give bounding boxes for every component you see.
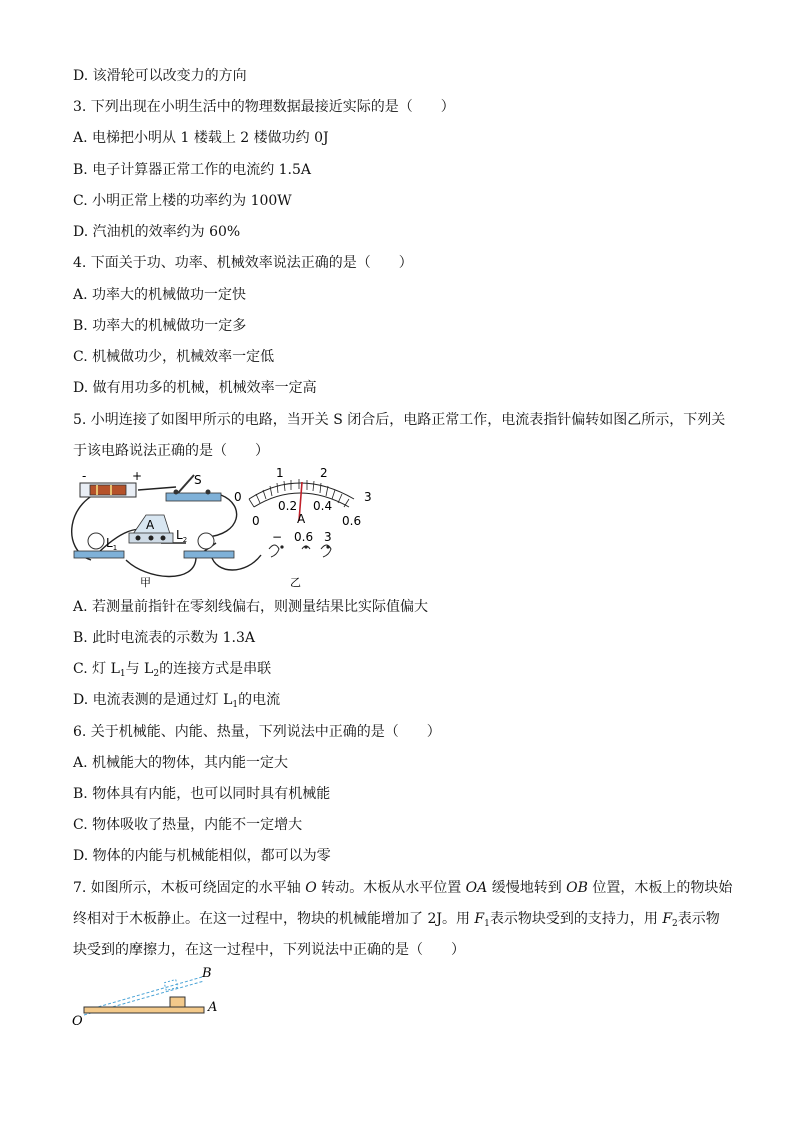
question-3: 3. 下列出现在小明生活中的物理数据最接近实际的是（ ） <box>73 99 455 115</box>
battery-minus-label: - <box>82 469 87 483</box>
terminal-06: 0.6 <box>294 530 314 544</box>
label-O: O <box>72 1014 83 1029</box>
question-7-line2: 终相对于木板静止。在这一过程中，物块的机械能增加了 2J。用 $F_1$表示物块受到的支持力，用 $F_2$表示物 <box>73 911 720 929</box>
q5-option-d: D. 电流表测的是通过灯 $L_1$的电流 <box>73 692 281 710</box>
scale-top-3: 3 <box>364 490 372 504</box>
scale-top-1: 1 <box>276 466 284 480</box>
q6-option-a: A. 机械能大的物体，其内能一定大 <box>73 755 289 771</box>
q6-option-b: B. 物体具有内能，也可以同时具有机械能 <box>73 786 331 802</box>
question-5-line1: 5. 小明连接了如图甲所示的电路，当开关 S 闭合后，电路正常工作，电流表指针偏转如图乙所示，下列关 <box>73 412 726 428</box>
meter-unit-label: A <box>297 512 306 526</box>
label-A: A <box>208 1000 218 1015</box>
question-5-line2: 于该电路说法正确的是（ ） <box>73 443 269 459</box>
q3-option-a: A. 电梯把小明从 1 楼载上 2 楼做功约 0J <box>73 130 329 146</box>
terminal-3: 3 <box>324 530 332 544</box>
option-d-pulley: D. 该滑轮可以改变力的方向 <box>73 68 247 84</box>
q3-option-d: D. 汽油机的效率约为 60% <box>73 224 241 240</box>
scale-top-2: 2 <box>320 466 328 480</box>
battery-plus-label: + <box>132 469 143 483</box>
meter-caption: 乙 <box>290 576 301 589</box>
q4-option-d: D. 做有用功多的机械，机械效率一定高 <box>73 380 317 396</box>
ammeter-device-label: A <box>146 518 155 532</box>
switch-label: S <box>194 473 202 487</box>
q5-option-a: A. 若测量前指针在零刻线偏右，则测量结果比实际值偏大 <box>73 599 429 615</box>
question-6: 6. 关于机械能、内能、热量，下列说法中正确的是（ ） <box>73 724 441 740</box>
scale-bottom-1: 0.2 <box>278 499 298 513</box>
scale-bottom-0: 0 <box>252 514 260 528</box>
scale-bottom-2: 0.4 <box>313 499 333 513</box>
q4-option-b: B. 功率大的机械做功一定多 <box>73 318 247 334</box>
figure-5 <box>66 465 386 590</box>
q6-option-d: D. 物体的内能与机械能相似，都可以为零 <box>73 848 331 864</box>
q5-option-b: B. 此时电流表的示数为 1.3A <box>73 630 256 646</box>
figure-7 <box>70 963 230 1031</box>
q4-option-a: A. 功率大的机械做功一定快 <box>73 287 247 303</box>
question-7-line1: 7. 如图所示，木板可绕固定的水平轴 O 转动。木板从水平位置 OA 缓慢地转到 OB 位置，木板上的物块始 <box>73 880 733 896</box>
question-7-line3: 块受到的摩擦力，在这一过程中，下列说法中正确的是（ ） <box>73 942 465 958</box>
question-4: 4. 下面关于功、功率、机械效率说法正确的是（ ） <box>73 255 413 271</box>
label-B: B <box>202 966 212 981</box>
q6-option-c: C. 物体吸收了热量，内能不一定增大 <box>73 817 303 833</box>
circuit-caption: 甲 <box>140 576 151 589</box>
lamp2-label: $L_2$ <box>176 528 188 544</box>
q3-option-c: C. 小明正常上楼的功率约为 100W <box>73 193 292 209</box>
q5-option-c: C. 灯 $L_1$与 $L_2$的连接方式是串联 <box>73 661 272 679</box>
q3-option-b: B. 电子计算器正常工作的电流约 1.5A <box>73 162 312 178</box>
scale-bottom-3: 0.6 <box>342 514 362 528</box>
terminal-neg: − <box>272 530 283 544</box>
scale-top-0: 0 <box>234 490 242 504</box>
q4-option-c: C. 机械做功少，机械效率一定低 <box>73 349 275 365</box>
lamp1-label: $L_1$ <box>106 536 118 552</box>
